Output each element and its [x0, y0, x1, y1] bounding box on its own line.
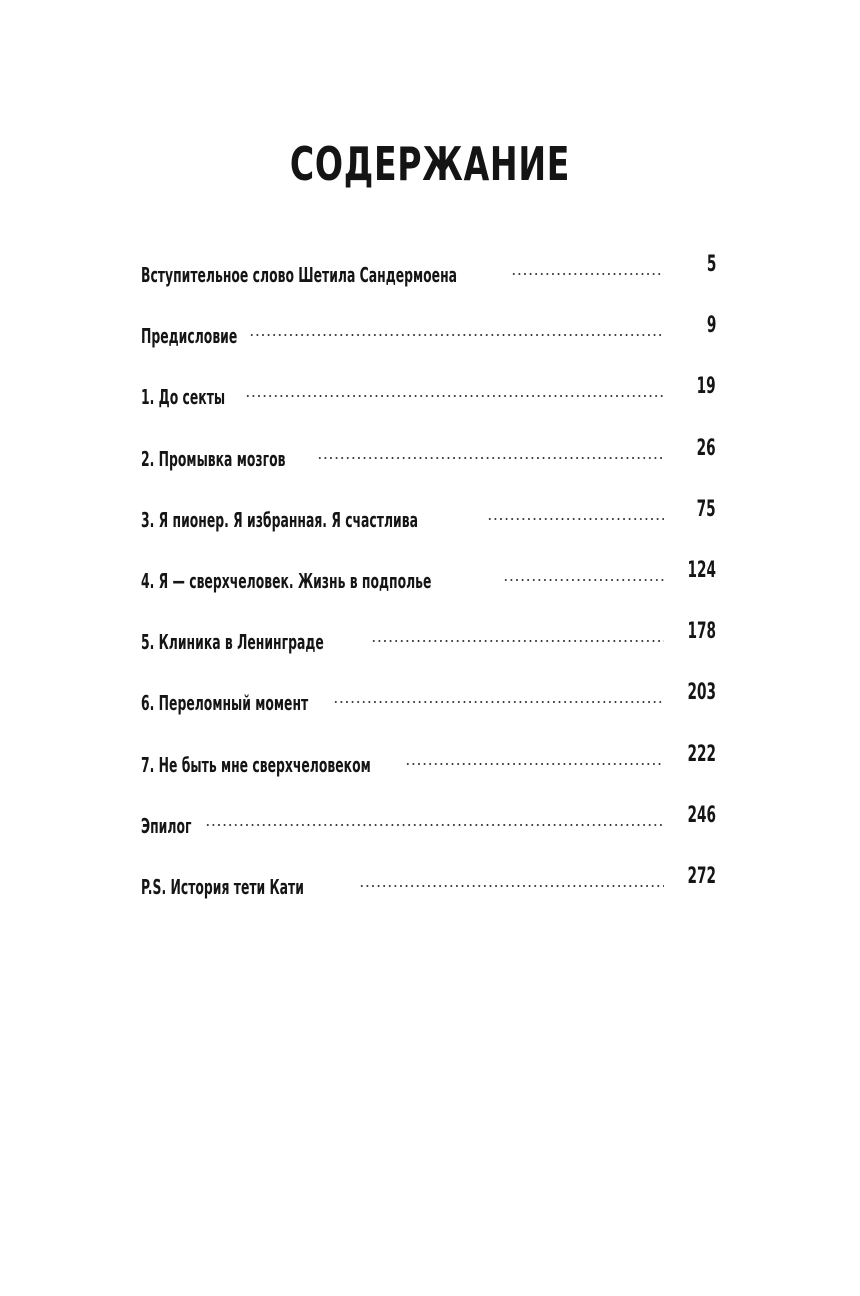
toc-entry-page: 124	[687, 557, 716, 583]
dot-leader	[317, 432, 664, 466]
toc-entry-page: 19	[697, 374, 716, 400]
toc-entry-page: 26	[697, 435, 716, 461]
toc-entry-title: P.S. История тети Кати	[141, 874, 304, 899]
dot-leader	[487, 493, 664, 527]
toc-entry-title: 5. Клиника в Ленинграде	[141, 630, 324, 655]
dot-leader	[503, 554, 664, 588]
toc-entry-title: 4. Я — сверхчеловек. Жизнь в подполье	[141, 568, 432, 593]
toc-entry[interactable]	[141, 738, 716, 799]
toc-entry-title: 7. Не быть мне сверхчеловеком	[141, 752, 371, 777]
toc-entry-title: 3. Я пионер. Я избранная. Я счастлива	[141, 507, 418, 532]
dot-leader	[371, 615, 664, 649]
dot-leader	[359, 860, 664, 894]
toc-entry[interactable]	[141, 370, 716, 431]
toc-entry-page: 178	[687, 619, 716, 645]
toc-entry-page: 75	[697, 496, 716, 522]
toc-entry-title: 6. Переломный момент	[141, 691, 309, 716]
toc-entry[interactable]	[141, 799, 716, 860]
page-title: СОДЕРЖАНИЕ	[289, 137, 571, 191]
toc-entry[interactable]	[141, 309, 716, 370]
toc-entry-page: 272	[687, 863, 716, 889]
dot-leader	[333, 676, 664, 710]
toc-entry[interactable]	[141, 554, 716, 615]
toc-entry-title: Вступительное слово Шетила Сандермоена	[141, 263, 458, 287]
toc-entry-title: Предисловие	[141, 324, 238, 349]
dot-leader	[511, 248, 664, 282]
toc-entry[interactable]	[141, 493, 716, 554]
toc-entry-title: 1. До секты	[141, 385, 226, 410]
dot-leader	[249, 309, 664, 343]
toc-entry-page: 5	[706, 252, 716, 277]
toc-entry-page: 222	[687, 741, 716, 767]
toc-entry-title: 2. Промывка мозгов	[141, 446, 286, 471]
toc-entry[interactable]	[141, 248, 716, 309]
table-of-contents	[141, 248, 716, 921]
toc-entry-page: 203	[687, 680, 716, 706]
toc-entry[interactable]	[141, 860, 716, 921]
toc-entry-page: 246	[687, 802, 716, 828]
toc-entry-title: Эпилог	[141, 813, 192, 838]
toc-entry[interactable]	[141, 615, 716, 676]
dot-leader	[245, 370, 664, 404]
dot-leader	[405, 738, 664, 772]
toc-entry[interactable]	[141, 676, 716, 737]
toc-entry[interactable]	[141, 432, 716, 493]
toc-entry-page: 9	[706, 313, 716, 339]
dot-leader	[205, 799, 664, 833]
